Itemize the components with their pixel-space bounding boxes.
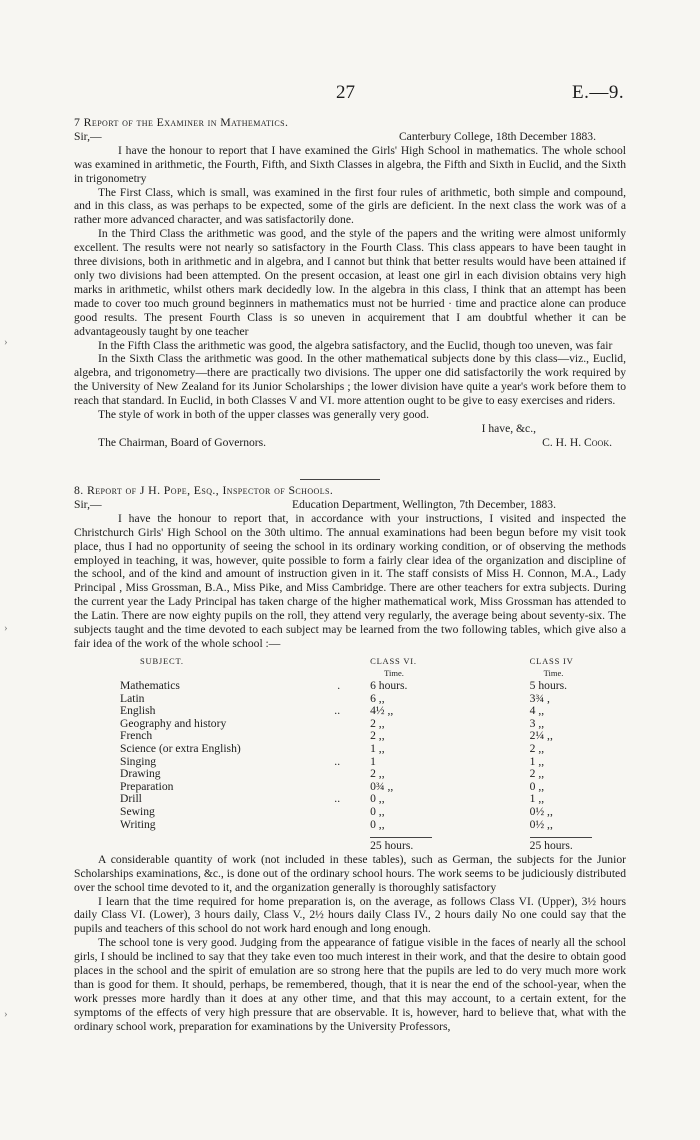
table-row [120, 768, 626, 781]
report-8 [74, 484, 626, 1034]
page-number: 27 [336, 82, 355, 103]
paragraph: In the Fifth Class the arithmetic was good, the algebra satisfactory, and the Euclid, though too uneven, was fair [98, 338, 613, 352]
salutation: Sir,— [74, 497, 102, 511]
table-row [120, 806, 626, 819]
subject-cell: Drawing [120, 767, 161, 781]
document-code: E.—9. [572, 82, 625, 103]
class-iv-time-cell: 3¾ , [529, 691, 550, 705]
subject-cell: Preparation [120, 779, 174, 793]
class-vi-time-cell: 1 ,, [370, 742, 385, 756]
paragraph: In the Sixth Class the arithmetic was good. In the other mathematical subjects done by this class—viz., Euclid, algebra, and trigonometry—there are practically two divisions. The upper one did satisfactorily the work required by the University of New Zealand for its Junior Scholarships ; the lower division have quite a year's work before them to reach that standard. In Euclid, in both Classes V and VI. more attention ought to be give to easy exercises and riders. [74, 352, 626, 408]
paragraph: I learn that the time required for home preparation is, on the average, as follows Class VI. (Upper), 3½ hours daily Class VI. (Lower), 3 hours daily, Class V., 2½ hours daily Class IV., 2 hours daily No one could say that the pupils and teachers of this school do not work hard enough and long enough. [74, 894, 626, 936]
report-7-title: 7 Report of the Examiner in Mathematics. [74, 115, 289, 129]
margin-mark: › [4, 336, 8, 348]
paragraph: The style of work in both of the upper classes was generally very good. [98, 408, 429, 422]
subject-cell: Latin [120, 691, 145, 705]
class-vi-time-cell: 6 hours. [370, 679, 408, 693]
class-vi-time-cell: 0 ,, [370, 792, 385, 806]
paragraph: The school tone is very good. Judging from the appearance of fatigue visible in the faces of nearly all the school girls, I should be inclined to say that they take even too much interest in their work, and that the desire to obtain good places in the school and the spirit of emulation are so strong here that the pupils are led to do very much more work than is good for them. It should, perhaps, be remembered, though, that it is near the end of the school-year, when the work presses more hardly than it does at any other time, and that this may account, to a certain extent, for the symptoms of the effects of very high pressure that are observable. It is, however, hard to believe that, what with the ordinary school work, preparation for examinations by the University Professors, [74, 936, 626, 1033]
addressee: The Chairman, Board of Governors. [98, 435, 267, 449]
paragraph: I have the honour to report that I have examined the Girls' High School in mathematics. The whole school was examined in arithmetic, the Fourth, Fifth, and Sixth Classes in algebra, the Fifth and Sixth in Euclid, and the Sixth in trigonometry [74, 143, 626, 185]
class-iv-time-cell: 0½ ,, [529, 805, 553, 818]
report-8-salutation-row [74, 498, 626, 512]
class-iv-time-cell: 0½ ,, [529, 817, 553, 831]
subject-cell: Drill .. [120, 792, 341, 806]
subject-cell: Sewing [120, 805, 155, 818]
margin-mark: › [4, 622, 8, 634]
class-iv-time-cell: 2 ,, [529, 767, 545, 781]
section-divider [300, 479, 380, 480]
report-8-title: 8. Report of J H. Pope, Esq., Inspector of Schools. [74, 483, 334, 497]
class-iv-time-cell: 0 ,, [529, 779, 545, 793]
subject-cell: Science (or extra English) [120, 742, 241, 756]
signature-row [74, 436, 626, 450]
paragraph: I have the honour to report that, in accordance with your instructions, I visited and inspected the Christchurch Girls' High School on the 30th ultimo. The annual examinations had been begun before my visit took place, thus I had no opportunity of seeing the school in its ordinary working condition, or of observing the methods employed in teaching, it was, however, quite possible to form a fairly clear idea of the organization and discipline of the school, and of the kind and amount of instruction given in it. The staff consists of Miss H. Connon, M.A., Lady Principal , Miss Grossman, B.A., Miss Pike, and Miss Cambridge. There are other teachers for extra subjects. During the current year the Lady Principal has taken charge of the higher mathematical work, Miss Grossman has attended to the Latin. There are now eighty pupils on the roll, they attend very regularly, the average being about seventy-six. The subjects taught and the time devoted to each subject may be learned from the two following tables, which give also a fair idea of the work of the whole school :— [74, 511, 626, 650]
class-iv-time-cell: 2¼ ,, [529, 729, 553, 743]
class-iv-time-cell: 5 hours. [529, 679, 568, 693]
salutation: Sir,— [74, 129, 102, 143]
column-header-class-iv: CLASS IV Time. [529, 655, 574, 679]
paragraph: A considerable quantity of work (not included in these tables), such as German, the subjects for the Junior Scholarships examinations, &c., is done out of the ordinary school hours. The work seems to be judiciously distributed over the school time devoted to it, and the organization generally is thoroughly satisfactory [74, 852, 626, 894]
report-7 [74, 116, 626, 450]
class-vi-time-cell: 2 ,, [370, 729, 385, 743]
subject-cell: Geography and history [120, 716, 227, 730]
class-vi-time-cell: 4½ ,, [370, 704, 394, 718]
column-header-class-vi: CLASS VI. Time. [370, 655, 417, 679]
class-vi-time-cell: 6 ,, [370, 691, 385, 705]
class-vi-time-cell: 2 ,, [370, 767, 385, 781]
subject-cell: French [120, 729, 153, 743]
table-header [120, 655, 626, 680]
dateline: Canterbury College, 18th December 1883. [398, 129, 596, 143]
dateline: Education Department, Wellington, 7th December, 1883. [291, 497, 556, 511]
closing: I have, &c., [481, 421, 536, 435]
signature: C. H. H. Cook. [542, 435, 612, 449]
paragraph: The First Class, which is small, was examined in the first four rules of arithmetic, both simple and compound, and in this class, as was perhaps to be expected, some of the girls are deficient. In the next class the work was of a rather more advanced character, and was satisfactorily done. [74, 185, 626, 227]
class-vi-time-cell: 2 ,, [370, 716, 385, 730]
class-iv-time-cell: 2 ,, [529, 742, 545, 756]
class-vi-time-cell: 1 [370, 754, 376, 768]
subject-cell: English .. [120, 704, 341, 718]
class-iv-time-cell: 1 ,, [529, 754, 545, 768]
class-iv-time-cell: 1 ,, [529, 792, 545, 806]
class-iv-time-cell: 4 ,, [529, 704, 545, 718]
class-vi-time-cell: 0 ,, [370, 817, 385, 831]
class-vi-time-cell: 0¾ ,, [370, 779, 394, 793]
paragraph: In the Third Class the arithmetic was good, and the style of the papers and the writing were almost uniformly excellent. The results were not nearly so satisfactory in the Fourth Class. This class appears to have been taught in three divisions, both in arithmetic and in algebra, and I cannot but think that better results would have been attained if only two divisions had been attempted. On the present occasion, at least one girl in each division obtains very high marks in arithmetic, whilst others mark decidedly low. In the algebra in this class, I think that an attempt has been made to cover too much ground beginners in mathematics must not be hurried · time and practice alone can produce good results. The present Fourth Class is so uneven in acquirement that I am doubtful whether it can be advantageously taught by one teacher [74, 227, 626, 338]
total-class-iv: 25 hours. [530, 831, 626, 853]
class-vi-time-cell: 0 ,, [370, 805, 385, 818]
margin-mark: › [4, 1008, 8, 1020]
table-row [120, 680, 626, 693]
total-class-vi: 25 hours. [370, 831, 530, 853]
report-7-salutation-row [74, 130, 626, 144]
table-row [120, 743, 626, 756]
table-row [120, 819, 626, 832]
subject-cell: Writing [120, 817, 156, 831]
subjects-table [120, 655, 626, 853]
class-iv-time-cell: 3 ,, [529, 716, 545, 730]
column-header-subject: SUBJECT. [140, 655, 184, 666]
table-total-row [120, 831, 626, 853]
subject-cell: Mathematics . [120, 679, 341, 693]
subject-cell: Singing .. [120, 754, 341, 768]
